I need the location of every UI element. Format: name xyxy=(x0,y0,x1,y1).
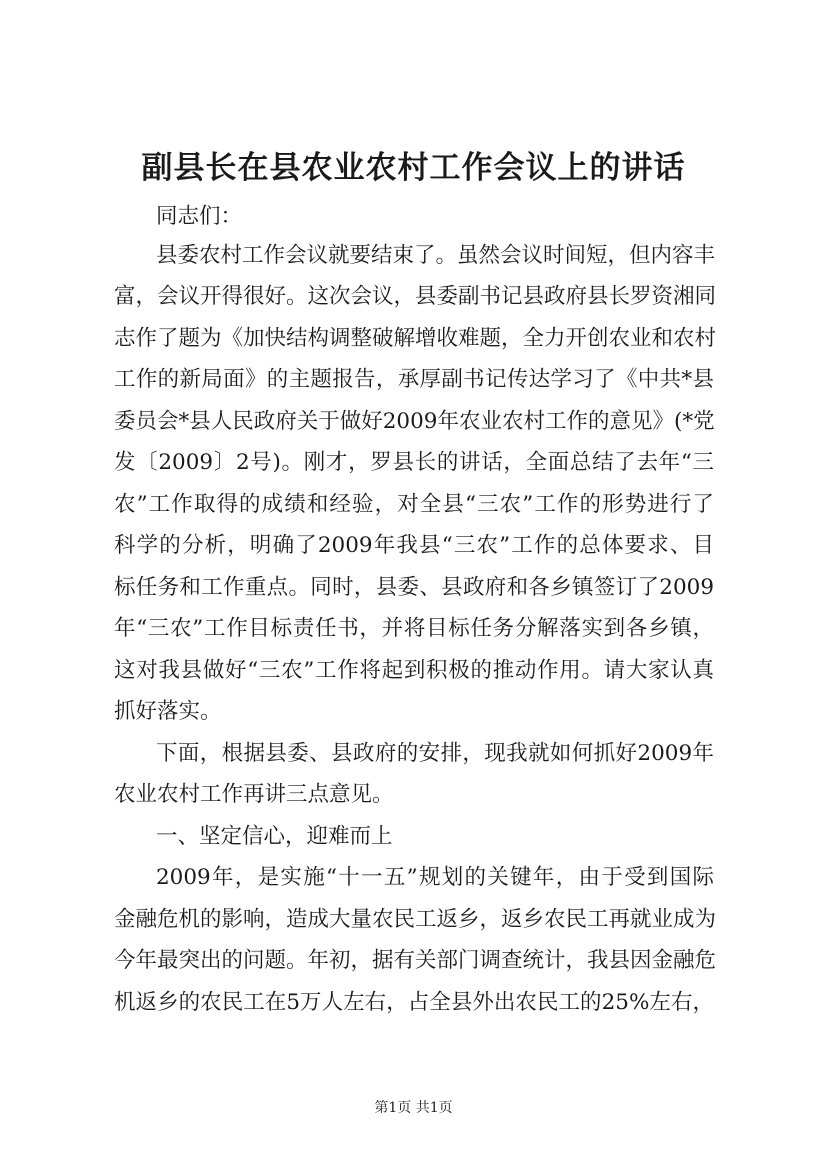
paragraph-line: 抓好落实。 xyxy=(114,699,222,724)
paragraph-line: 工作的新局面》的主题报告，承厚副书记传达学习了《中共*县 xyxy=(114,367,714,392)
paragraph-line: 年“三农”工作目标责任书，并将目标任务分解落实到各乡镇， xyxy=(114,616,714,641)
paragraph-line: 科学的分析，明确了2009年我县“三农”工作的总体要求、目 xyxy=(114,533,714,558)
paragraph-line: 农业农村工作再讲三点意见。 xyxy=(114,782,394,807)
paragraph-line: 下面，根据县委、县政府的安排，现我就如何抓好2009年 xyxy=(156,741,714,766)
section-heading: 一、坚定信心，迎难而上 xyxy=(156,824,393,849)
paragraph-line: 机返乡的农民工在5万人左右，占全县外出农民工的25%左右， xyxy=(114,990,714,1015)
paragraph-line: 县委农村工作会议就要结束了。虽然会议时间短，但内容丰 xyxy=(156,243,716,268)
paragraph-line: 富，会议开得很好。这次会议，县委副书记县政府县长罗资湘同 xyxy=(114,284,717,309)
paragraph-line: 志作了题为《加快结构调整破解增收难题，全力开创农业和农村 xyxy=(114,326,717,351)
paragraph-line: 委员会*县人民政府关于做好2009年农业农村工作的意见》(*党 xyxy=(114,409,715,434)
paragraph-line: 这对我县做好“三农”工作将起到积极的推动作用。请大家认真 xyxy=(114,658,714,683)
salutation: 同志们： xyxy=(156,204,243,229)
paragraph-line: 今年最突出的问题。年初，据有关部门调查统计，我县因金融危 xyxy=(114,948,717,973)
paragraph-line: 标任务和工作重点。同时，县委、县政府和各乡镇签订了2009 xyxy=(114,575,714,600)
paragraph-line: 金融危机的影响，造成大量农民工返乡，返乡农民工再就业成为 xyxy=(114,907,717,932)
page-footer: 第1页 共1页 xyxy=(374,1100,453,1116)
paragraph-line: 农”工作取得的成绩和经验，对全县“三农”工作的形势进行了 xyxy=(114,492,714,517)
paragraph-line: 2009年，是实施“十一五”规划的关键年，由于受到国际 xyxy=(156,865,714,890)
document-title: 副县长在县农业农村工作会议上的讲话 xyxy=(141,150,686,186)
paragraph-line: 发〔2009〕2号)。刚才，罗县长的讲话，全面总结了去年“三 xyxy=(114,450,714,475)
